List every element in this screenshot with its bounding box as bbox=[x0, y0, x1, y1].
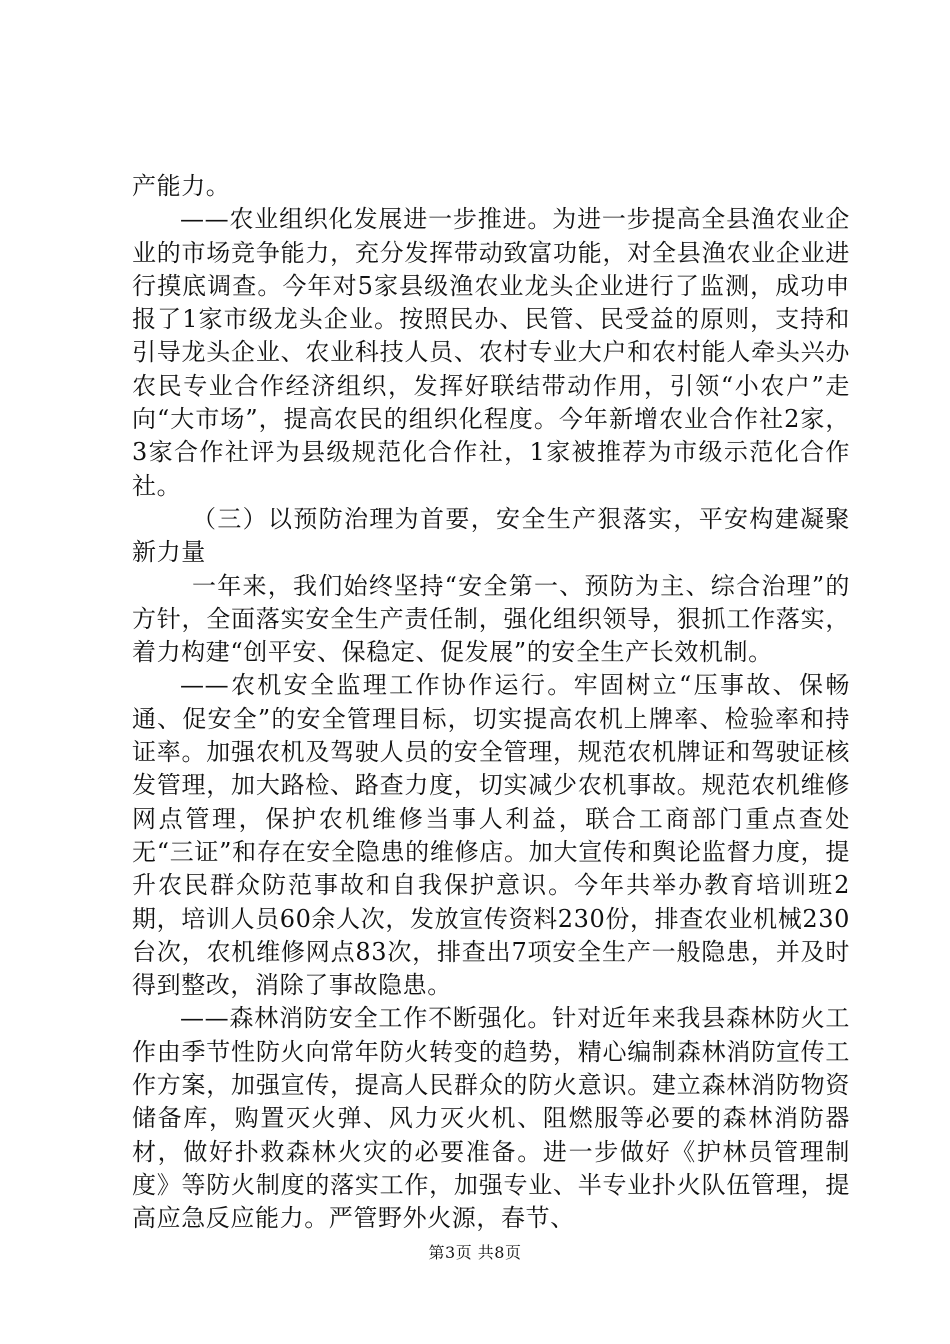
paragraph-forest-fire-safety: ——森林消防安全工作不断强化。针对近年来我县森林防火工作由季节性防火向常年防火转变的趋势，精心编制森林消防宣传工作方案，加强宣传，提高人民群众的防火意识。建立森林消防物资储备库，购置灭火弹、风力灭火机、阻燃服等必要的森林消防器材，做好扑救森林火灾的必要准备。进一步做好《护林员管理制度》等防火制度的落实工作，加强专业、半专业扑火队伍管理，提高应急反应能力。严管野外火源，春节、 bbox=[132, 1004, 850, 1233]
paragraph-farm-machinery-safety: ——农机安全监理工作协作运行。牢固树立“压事故、保畅通、促安全”的安全管理目标，切实提高农机上牌率、检验率和持证率。加强农机及驾驶人员的安全管理，规范农机牌证和驾驶证核发管理，加大路检、路查力度，切实减少农机事故。规范农机维修网点管理，保护农机维修当事人利益，联合工商部门重点查处无“三证”和存在安全隐患的维修店。加大宣传和舆论监督力度，提升农民群众防范事故和自我保护意识。今年共举办教育培训班2期，培训人员60余人次，发放宣传资料230份，排查农业机械230台次，农机维修网点83次，排查出7项安全生产一般隐患，并及时得到整改，消除了事故隐患。 bbox=[132, 671, 850, 1000]
page-footer: 第3页 共8页 bbox=[428, 1243, 522, 1262]
section-heading-safety: （三）以预防治理为首要，安全生产狠落实，平安构建凝聚新力量 bbox=[132, 504, 850, 567]
paragraph-agriculture-organization: ——农业组织化发展进一步推进。为进一步提高全县渔农业企业的市场竞争能力，充分发挥带动致富功能，对全县渔农业企业进行摸底调查。今年对5家县级渔农业龙头企业进行了监测，成功申报了1家市级龙头企业。按照民办、民管、民受益的原则，支持和引导龙头企业、农业科技人员、农村专业大户和农村能人牵头兴办农民专业合作经济组织，发挥好联结带动作用，引领“小农户”走向“大市场”，提高农民的组织化程度。今年新增农业合作社2家，3家合作社评为县级规范化合作社，1家被推荐为市级示范化合作社。 bbox=[132, 205, 850, 500]
document-body bbox=[132, 170, 850, 1236]
paragraph-continuation: 产能力。 bbox=[132, 172, 231, 200]
paragraph-safety-overview: 一年来，我们始终坚持“安全第一、预防为主、综合治理”的方针，全面落实安全生产责任制，强化组织领导，狠抓工作落实，着力构建“创平安、保稳定、促发展”的安全生产长效机制。 bbox=[132, 571, 850, 667]
